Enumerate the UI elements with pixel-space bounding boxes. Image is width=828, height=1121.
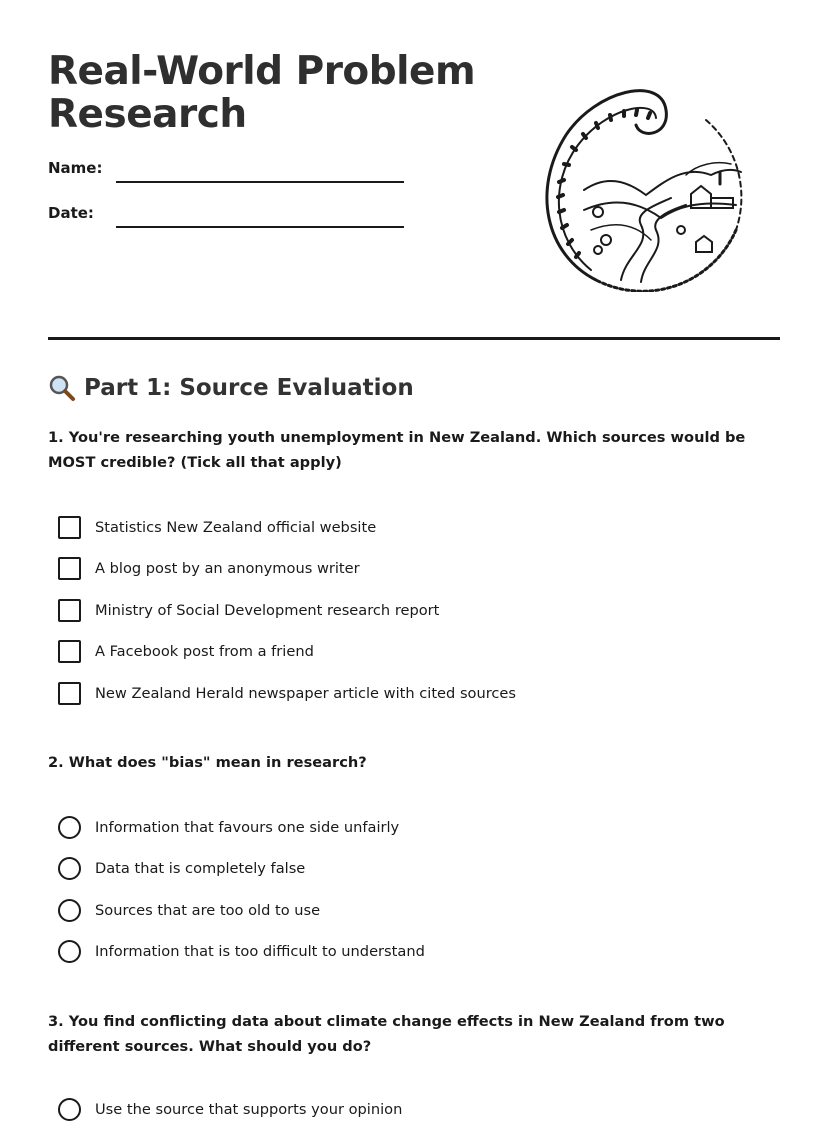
magnifier-icon	[48, 374, 76, 402]
checkbox[interactable]	[58, 557, 81, 580]
q2-option-1[interactable]	[58, 816, 399, 839]
section-title-text: Part 1: Source Evaluation	[84, 375, 414, 401]
radio-button[interactable]	[58, 857, 81, 880]
checkbox[interactable]	[58, 599, 81, 622]
option-label: Information that is too difficult to understand	[95, 943, 425, 960]
option-label: Statistics New Zealand official website	[95, 519, 377, 536]
q1-option-4[interactable]	[58, 640, 314, 663]
name-label: Name:	[48, 159, 103, 177]
checkbox[interactable]	[58, 640, 81, 663]
radio-button[interactable]	[58, 816, 81, 839]
q1-option-1[interactable]	[58, 516, 376, 539]
radio-button[interactable]	[58, 940, 81, 963]
option-label: Use the source that supports your opinion	[95, 1101, 403, 1118]
q2-option-4[interactable]	[58, 940, 425, 963]
date-label: Date:	[48, 204, 94, 222]
option-label: Data that is completely false	[95, 860, 306, 877]
option-label: Information that favours one side unfairly	[95, 819, 400, 836]
option-label: Sources that are too old to use	[95, 902, 321, 919]
koru-landscape-illustration	[536, 80, 750, 292]
q1-option-5[interactable]	[58, 682, 516, 705]
option-label: A blog post by an anonymous writer	[95, 560, 360, 577]
checkbox[interactable]	[58, 682, 81, 705]
title-line-2: Research	[48, 92, 247, 137]
page-title	[48, 50, 488, 136]
question-1: 1. You're researching youth unemployment in New Zealand. Which sources would be MOST credible? (Tick all that apply)	[48, 429, 746, 471]
q2-option-2[interactable]	[58, 857, 305, 880]
option-label: Ministry of Social Development research report	[95, 602, 440, 619]
date-input-line[interactable]	[116, 226, 404, 228]
q2-option-3[interactable]	[58, 899, 320, 922]
option-label: A Facebook post from a friend	[95, 643, 314, 660]
header-divider	[48, 337, 780, 340]
name-input-line[interactable]	[116, 181, 404, 183]
option-label: New Zealand Herald newspaper article with cited sources	[95, 685, 517, 702]
section-title	[48, 374, 414, 402]
checkbox[interactable]	[58, 516, 81, 539]
q1-option-3[interactable]	[58, 599, 439, 622]
question-2: 2. What does "bias" mean in research?	[48, 754, 367, 771]
q1-option-2[interactable]	[58, 557, 360, 580]
question-3: 3. You find conflicting data about climate change effects in New Zealand from two different sources. What should you do?	[48, 1013, 725, 1055]
title-line-1: Real-World Problem	[48, 49, 476, 94]
radio-button[interactable]	[58, 899, 81, 922]
